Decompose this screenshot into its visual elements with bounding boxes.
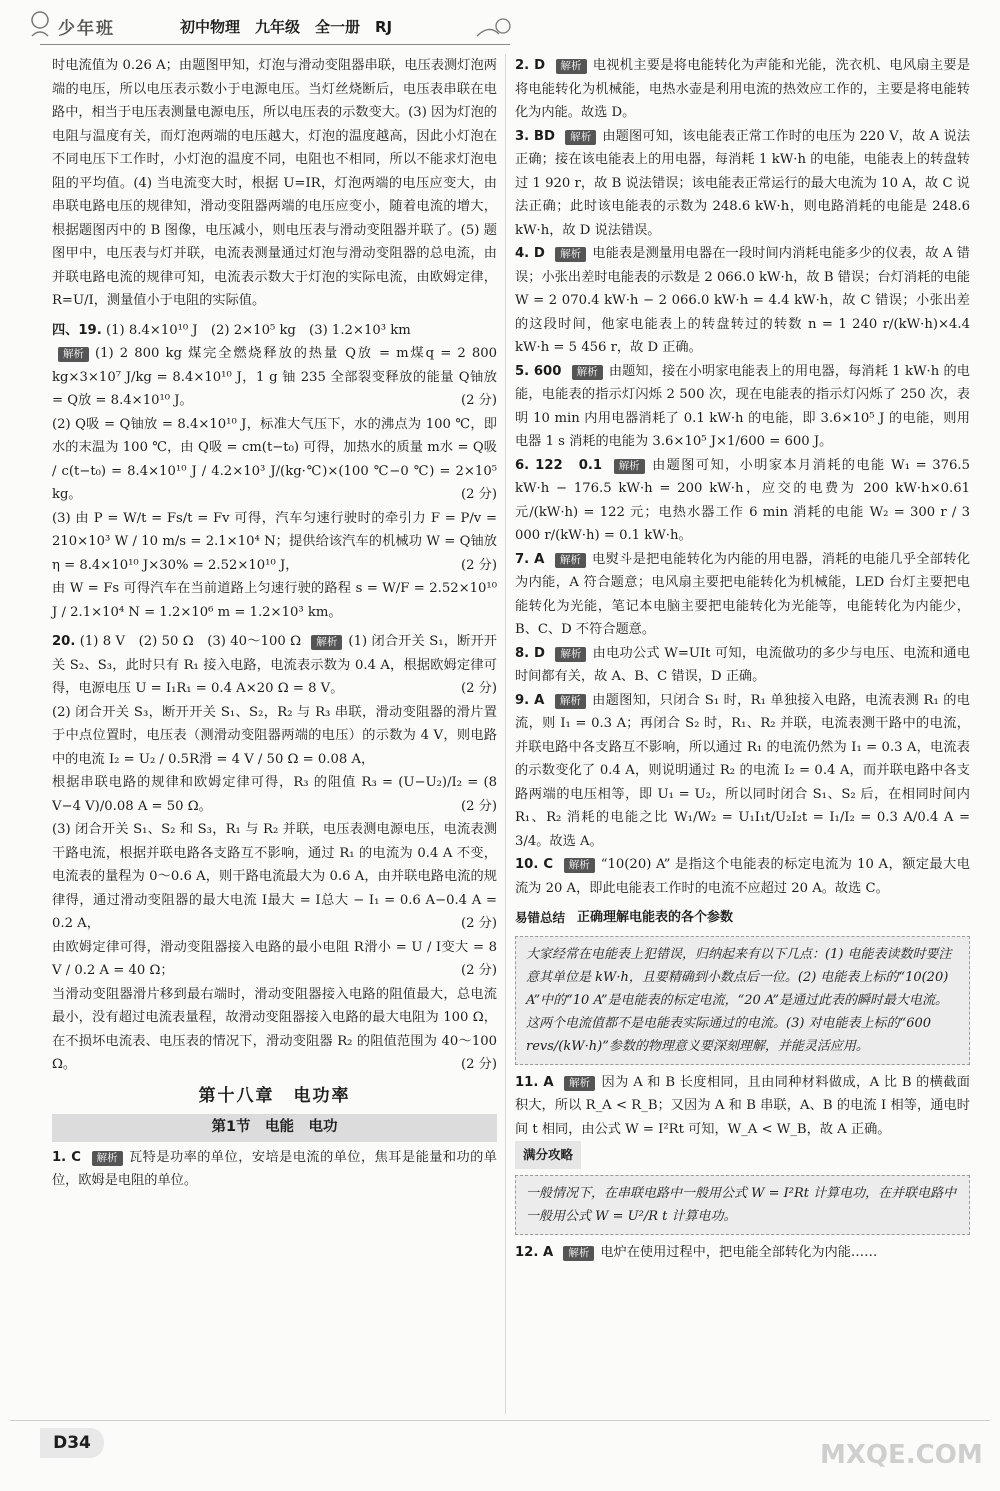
header-title: 初中物理 九年级 全一册 RJ [180, 18, 393, 36]
right-column [515, 54, 970, 1264]
question-10 [515, 853, 970, 900]
doodle-icon [20, 6, 60, 46]
analysis-tag: 解析 [565, 130, 596, 145]
score-note: (2 分) [460, 916, 497, 931]
analysis-text [52, 507, 497, 578]
analysis-text: 由 W = Fs 可得汽车在当前道路上匀速行驶的路程 s = W/F = 2.52×10¹⁰ J / 2.1×10⁴ N = 1.2×10⁶ m = 1.2×10³ km。 [52, 581, 497, 620]
analysis-text: 当滑动变阻器滑片移到最右端时，滑动变阻器接入电路的阻值最大，总电流最小，没有超过电流表量程，故滑动变阻器接入电路的最大电阻为 100 Ω，在不损坏电流表、电压表的情况下，滑动变阻器 R₂ 的阻值范围为 40～100 Ω。 [52, 986, 497, 1072]
analysis-tag: 解析 [614, 459, 645, 474]
tip-title: 正确理解电能表的各个参数 [577, 910, 734, 925]
analysis-tag: 解析 [555, 694, 586, 709]
question-3 [515, 125, 970, 243]
analysis-text: 根据串联电路的规律和欧姆定律可得，R₃ 的阻值 R₃ = (U−U₂)/I₂ = (8 V−4 V)/0.08 A = 50 Ω。 [52, 775, 497, 814]
analysis-tag: 解析 [555, 247, 586, 262]
question-19 [52, 319, 497, 343]
score-note: (2 分) [460, 963, 497, 978]
answer: (1) 8 V (2) 50 Ω (3) 40～100 Ω [79, 634, 302, 649]
analysis-text: (3) 由 P = W/t = Fs/t = Fv 可得，汽车匀速行驶时的牵引力 F = P/v = 210×10³ W / 10 m/s = 2.1×10⁴ N；提供给该汽车的机械功 W = Q铀放η = 8.4×10¹⁰ J×30% = 2.52×10¹⁰ J， [52, 510, 497, 573]
question-number: 2. D [515, 58, 546, 73]
analysis-text [52, 771, 497, 818]
footer-rule [10, 1420, 990, 1421]
watermark: MXQE.COM [820, 1440, 983, 1470]
question-20 [52, 630, 497, 701]
analysis-text [52, 983, 497, 1077]
analysis-text: 电视机主要是将电能转化为声能和光能，洗衣机、电风扇主要是将电能转化为机械能，电热水壶是利用电流的热效应工作的，主要是将电能转化为内能。故选 D。 [515, 58, 971, 120]
left-column [52, 54, 497, 1193]
question-12 [515, 1241, 970, 1265]
score-note: (2 分) [460, 798, 497, 814]
score-note: (2 分) [460, 1057, 497, 1072]
question-number: 5. 600 [515, 363, 562, 379]
analysis-text: 因为 A 和 B 长度相同，且由同种材料做成，A 比 B 的横截面积大，所以 R_A < R_B；又因为 A 和 B 串联，A、B 的电流 I 相等，通电时间 t 相同，由公式 W = I²Rt 可知，W_A < W_B，故 A 正确。 [515, 1074, 970, 1137]
question-number: 3. BD [515, 128, 555, 144]
analysis-tag: 解析 [92, 1151, 123, 1166]
page-number: D34 [40, 1428, 104, 1458]
question-number: 20. [52, 634, 76, 649]
analysis-text: (2) Q吸 = Q铀放 = 8.4×10¹⁰ J，标准大气压下，水的沸点为 100 ℃，即水的末温为 100 ℃，由 Q吸 = cm(t−t₀) 可得，加热水的质量 m水 = Q吸 / c(t−t₀) = 8.4×10¹⁰ J / 4.2×10³ J/(kg·℃)×(100 ℃−0 ℃) = 2×10⁵ kg。 [52, 416, 497, 502]
question-8 [515, 642, 970, 689]
question-number: 8. D [515, 645, 545, 661]
analysis-tag: 解析 [311, 635, 342, 650]
strategy-box [515, 1175, 970, 1235]
analysis-tag: 解析 [564, 858, 595, 873]
question-4 [515, 242, 970, 360]
score-note: (2 分) [460, 393, 497, 408]
analysis-text: “10(20) A” 是指这个电能表的标定电流为 10 A，额定最大电流为 20 A，即此电能表工作时的电流不应超过 20 A。故选 C。 [515, 857, 970, 896]
column-divider [505, 54, 506, 1414]
tip-label: 易错总结 [515, 910, 566, 925]
tip-box [515, 936, 970, 1065]
analysis-text: 由题知，接在小明家电能表上的用电器，每消耗 1 kW·h 的电能，电能表的指示灯闪烁 2 500 次，现在电能表的指示灯闪烁了 250 次，表明 10 min 内用电器消耗了 0.1 kW·h 的电能，即 3.6×10⁵ J 的电能，则用电器 1 s 消耗的电能为 3.6×10⁵ J×1/600 = 600 J。 [515, 363, 970, 449]
tip-text: 大家经常在电能表上犯错误，归纳起来有以下几点：(1) 电能表读数时要注意其单位是 kW·h，且要精确到小数点后一位。(2) 电能表上标的“10(20) A”中的“10 A”是电能表的标定电流，“20 A”是通过此表的瞬时最大电流。这两个电流值都不是电能表实际通过的电流。(3) 对电能表上标的“600 revs/(kW·h)”参数的物理意义要深刻理解，并能灵活应用。 [526, 946, 952, 1054]
analysis-text [52, 936, 497, 983]
analysis-text: 由题图知，只闭合 S₁ 时，R₁ 单独接入电路，电流表测 R₁ 的电流，则 I₁ = 0.3 A；再闭合 S₂ 时，R₁、R₂ 并联，电流表测干路中的电流，并联电路中各支路互不影响，所以通过 R₁ 的电流仍然为 I₁ = 0.3 A，电流表的示数变化了 0.4 A，则说明通过 R₂ 的电流 I₂ = 0.4 A，而并联电路中各支路两端的电压相等，即 U₁ = U₂，所以同时闭合 S₁、S₂ 后，在相同时间内 R₁、R₂ 消耗的电能之比 W₁/W₂ = U₁I₁t/U₂I₂t = I₁/I₂ = 0.3 A/0.4 A = 3/4。故选 A。 [515, 692, 970, 849]
analysis-text: 由电功公式 W=UIt 可知，电流做功的多少与电压、电流和通电时间都有关，故 A、B、C 错误，D 正确。 [515, 645, 971, 684]
header-doodle-icon [475, 14, 515, 44]
analysis-text: 电炉在使用过程中，把电能全部转化为内能…… [600, 1244, 878, 1260]
analysis-tag: 解析 [572, 365, 603, 380]
strategy-label: 满分攻略 [515, 1141, 581, 1169]
question-7 [515, 548, 970, 642]
analysis-tag: 解析 [563, 1246, 594, 1261]
header-rule [40, 44, 510, 45]
question-2 [515, 54, 970, 125]
answer: (1) 8.4×10¹⁰ J (2) 2×10⁵ kg (3) 1.2×10³ km [105, 322, 411, 338]
analysis-text: 电熨斗是把电能转化为内能的用电器，消耗的电能几乎全部转化为内能，A 符合题意；电风扇主要把电能转化为机械能，LED 台灯主要把电能转化为光能，笔记本电脑主要把电能转化为光能等，电能转化为内能少，B、C、D 不符合题意。 [515, 551, 971, 637]
chapter-title: 第十八章 电功率 [198, 1085, 351, 1106]
question-number: 10. C [515, 857, 554, 872]
analysis-tag: 解析 [555, 553, 586, 568]
analysis-text: 电能表是测量用电器在一段时间内消耗电能多少的仪表，故 A 错误；小张出差时电能表的示数是 2 066.0 kW·h，故 B 错误；台灯消耗的电能 W = 2 070.4 kW·h − 2 066.0 kW·h = 4.4 kW·h，故 C 错误；小张出差的这段时间，他家电能表上的转盘转过的转数 n = 1 240 r/(kW·h)×4.4 kW·h = 5 456 r，故 D 正确。 [515, 246, 970, 355]
analysis-tag: 解析 [555, 647, 586, 662]
question-number: 6. 122 0.1 [515, 457, 603, 473]
analysis-text [52, 413, 497, 507]
analysis-text: 瓦特是功率的单位，安培是电流的单位，焦耳是能量和功的单位，欧姆是电阻的单位。 [52, 1149, 497, 1188]
analysis-tag: 解析 [58, 347, 89, 362]
question-9 [515, 689, 970, 854]
score-note: (2 分) [460, 487, 497, 502]
analysis-text: (1) 闭合开关 S₁，断开开关 S₂、S₃，此时只有 R₁ 接入电路，电流表示数为 0.4 A，根据欧姆定律可得，电源电压 U = I₁R₁ = 0.4 A×20 Ω = 8 V。 [52, 634, 497, 696]
brand-logo: 少年班 [58, 19, 115, 39]
question-number: 11. A [515, 1074, 554, 1090]
question-11 [515, 1071, 970, 1142]
question-1 [52, 1146, 497, 1193]
question-number: 7. A [515, 551, 545, 567]
analysis-text [52, 577, 497, 624]
score-note: (2 分) [460, 681, 497, 696]
question-6 [515, 454, 970, 548]
question-number: 9. A [515, 692, 545, 708]
tip-header [515, 906, 970, 930]
analysis-text: (1) 2 800 kg 煤完全燃烧释放的热量 Q放 = m煤q = 2 800 kg×3×10⁷ J/kg = 8.4×10¹⁰ J，1 g 铀 235 全部裂变释放的能量 Q铀放 = Q放 = 8.4×10¹⁰ J。 [52, 346, 497, 408]
analysis-text: (2) 闭合开关 S₃，断开开关 S₁、S₂，R₂ 与 R₃ 串联，滑动变阻器的滑片置于中点位置时，电压表（测滑动变阻器两端的电压）的示数为 4 V，则电路中的电流 I₂ = U₂ / 0.5R滑 = 4 V / 50 Ω = 0.08 A， [52, 704, 497, 767]
strategy-text: 一般情况下，在串联电路中一般用公式 W = I²Rt 计算电功，在并联电路中一般用公式 W = U²/R t 计算电功。 [526, 1185, 957, 1224]
analysis-tag: 解析 [564, 1076, 595, 1091]
question-5 [515, 360, 970, 454]
score-note: (2 分) [460, 557, 497, 573]
analysis-text: 由欧姆定律可得，滑动变阻器接入电路的最小电阻 R滑小 = U / I变大 = 8 V / 0.2 A = 40 Ω； [52, 939, 497, 978]
question-number: 1. C [52, 1149, 81, 1165]
section-title: 第1节 电能 电功 [52, 1114, 497, 1142]
analysis-text: (3) 闭合开关 S₁、S₂ 和 S₃，R₁ 与 R₂ 并联，电压表测电源电压，电流表测干路电流，根据并联电路各支路互不影响，通过 R₁ 的电流为 0.4 A 不变，电流表的量程为 0～0.6 A，则干路电流最大为 0.6 A，由并联电路电流的规律得，通过滑动变阻器的最大电流 I最大 = I总大 − I₁ = 0.6 A−0.4 A = 0.2 A， [52, 822, 497, 931]
analysis-text [52, 701, 497, 772]
analysis-text: 由题图可知，该电能表正常工作时的电压为 220 V，故 A 说法正确；接在该电能表上的用电器，每消耗 1 kW·h 的电能，电能表上的转盘转过 1 920 r，故 B 说法错误；该电能表正常运行的最大电流为 10 A，故 C 说法正确；此时该电能表的示数为 248.6 kW·h，则电路消耗的电能是 248.6 kW·h，故 D 说法错误。 [515, 128, 971, 238]
question-number: 12. A [515, 1244, 554, 1260]
analysis-text: 由题图可知，小明家本月消耗的电能 W₁ = 376.5 kW·h − 176.5 kW·h = 200 kW·h，应交的电费为 200 kW·h×0.61 元/(kW·h) = 122 元；电热水器工作 6 min 消耗的电能 W₂ = 300 r / 3 000 r/(kW·h) = 0.1 kW·h。 [515, 457, 971, 543]
question-number: 四、19. [52, 322, 102, 338]
analysis-tag: 解析 [556, 59, 587, 74]
page-header [0, 0, 1000, 46]
analysis-text [52, 818, 497, 936]
paragraph: 时电流值为 0.26 A；由题图甲知，灯泡与滑动变阻器串联，电压表测灯泡两端的电压，所以电压表示数小于电源电压。当灯丝烧断后，电压表串联在电路中，相当于电压表测量电源电压，所以电压表的示数变大。(3) 因为灯泡的电阻与温度有关，而灯泡两端的电压越大，灯泡的温度越高，因此小灯泡在不同电压下工作时，小灯泡的温度不同，电阻也不相同，所以不能求灯泡电阻的平均值。(4) 当电流变大时，根据 U=IR，灯泡两端的电压应变大，由串联电路电压的规律知，滑动变阻器两端的电压应变小，随着电流的增大，根据题图丙中的 B 图像，电压减小，则电压表与滑动变阻器并联了。(5) 题图甲中，电压表与灯并联，电流表测量通过灯泡与滑动变阻器的总电流，由并联电路电流的规律可知，电流表示数大于灯泡的实际电流，由欧姆定律，R=U/I，测量值小于电阻的实际值。 [52, 58, 497, 308]
analysis-block [52, 342, 497, 413]
question-number: 4. D [515, 246, 545, 261]
